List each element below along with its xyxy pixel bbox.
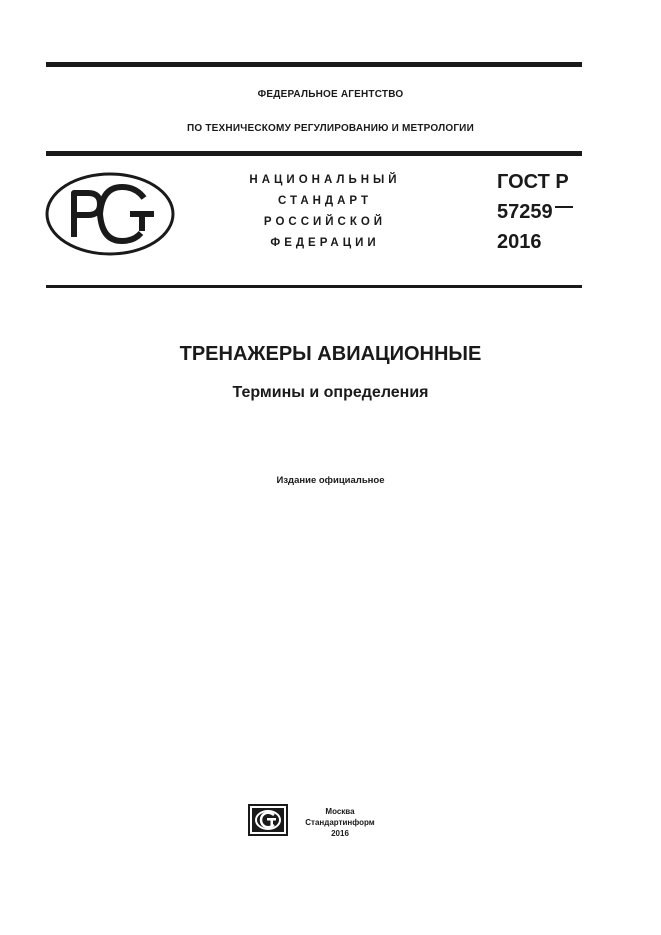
gost-number-line: [497, 197, 573, 227]
publisher-info: [292, 806, 388, 839]
publisher-year: 2016: [331, 829, 349, 838]
gost-dash: [555, 206, 573, 208]
publisher-name: Стандартинформ: [305, 818, 375, 827]
national-line-1: НАЦИОНАЛЬНЫЙ: [249, 174, 401, 186]
gost-number: [497, 167, 573, 257]
gost-code: 57259: [497, 201, 553, 223]
national-line-4: ФЕДЕРАЦИИ: [270, 237, 380, 249]
agency-line-2: ПО ТЕХНИЧЕСКОМУ РЕГУЛИРОВАНИЮ И МЕТРОЛОГИИ: [187, 123, 474, 134]
gost-prefix: ГОСТ Р: [497, 171, 569, 193]
gost-year: 2016: [497, 231, 542, 253]
edition-label: Издание официальное: [276, 475, 385, 486]
agency-line-1: ФЕДЕРАЛЬНОЕ АГЕНТСТВО: [257, 89, 404, 100]
national-line-2: СТАНДАРТ: [278, 195, 372, 207]
national-standard-label: [230, 170, 420, 254]
document-subtitle: Термины и определения: [232, 384, 429, 401]
national-line-3: РОССИЙСКОЙ: [263, 216, 387, 228]
document-title: ТРЕНАЖЕРЫ АВИАЦИОННЫЕ: [179, 343, 482, 365]
header-bottom-rule: [46, 151, 582, 156]
standard-block-rule: [46, 285, 582, 288]
rst-certification-logo-icon: [44, 171, 176, 257]
publisher-city: Москва: [325, 807, 355, 816]
top-rule: [46, 62, 582, 67]
standartinform-logo-icon: [248, 804, 288, 836]
